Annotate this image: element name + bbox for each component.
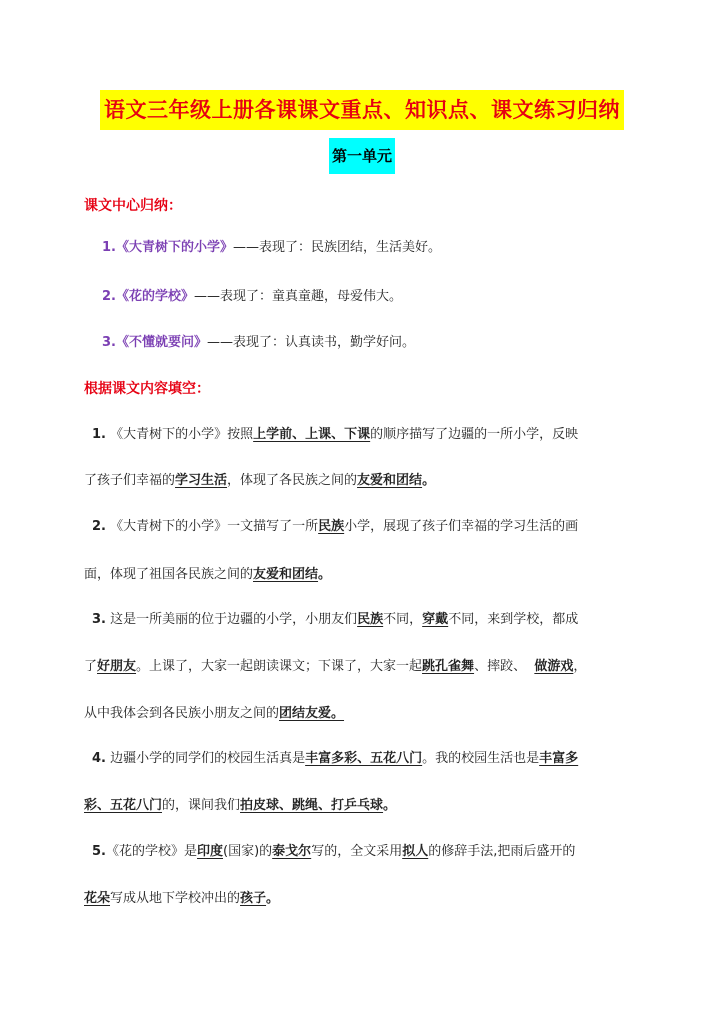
section-heading-fill-blank: 根据课文内容填空：: [84, 381, 210, 397]
document-title: 语文三年级上册各课课文重点、知识点、课文练习归纳: [100, 90, 624, 130]
text: 《大青树下的小学》按照: [110, 427, 254, 442]
answer: 丰富多彩、五花八门: [305, 751, 423, 766]
summary-number: 2.: [102, 289, 116, 304]
text-line: [92, 842, 575, 862]
text: 边疆小学的同学们的校园生活真是: [110, 751, 306, 766]
text: 不同，来到学校，都成: [448, 612, 579, 627]
answer: 泰戈尔: [272, 844, 312, 859]
answer: 跳孔雀舞: [422, 659, 475, 674]
text: 了: [84, 659, 98, 674]
text-line: [92, 425, 578, 445]
answer: 友爱和团结: [357, 473, 423, 488]
text: 小学，展现了孩子们幸福的学习生活的画: [344, 519, 579, 534]
text-line: [84, 471, 435, 491]
answer: 上学前、上课、下课: [253, 427, 371, 442]
text: ，体现了各民族之间的: [227, 473, 358, 488]
text: 写的，全文采用: [311, 844, 403, 859]
text-line: [84, 796, 396, 816]
text-line: [84, 565, 331, 585]
item-number: 5.: [92, 844, 106, 859]
item-number: 2.: [92, 519, 106, 534]
summary-item-3: [102, 333, 415, 353]
text-line: [92, 517, 578, 537]
item-number: 1.: [92, 427, 106, 442]
text: 的修辞手法,把雨后盛开的: [428, 844, 576, 859]
item-number: 3.: [92, 612, 106, 627]
text-line: [92, 749, 578, 769]
answer: 学习生活: [175, 473, 228, 488]
answer: 丰富多: [539, 751, 579, 766]
text: 了孩子们幸福的: [84, 473, 176, 488]
answer: 团结友爱。: [279, 706, 345, 721]
unit-container: [0, 138, 724, 174]
answer: 花朵: [84, 891, 111, 906]
text: 的，课间我们: [162, 798, 241, 813]
text: 。: [318, 567, 332, 582]
text: 写成从地下学校冲出的: [110, 891, 241, 906]
text-line: [84, 704, 344, 724]
summary-item-2: [102, 287, 402, 307]
summary-number: 1.: [102, 240, 116, 255]
answer: 拟人: [402, 844, 429, 859]
answer: 做游戏: [534, 659, 574, 674]
text-line: [84, 657, 586, 677]
summary-book-title: 《不懂就要问》: [115, 335, 207, 350]
answer: 彩、五花八门: [84, 798, 163, 813]
text: 。: [266, 891, 280, 906]
summary-book-title: 《大青树下的小学》: [115, 240, 233, 255]
text-line: [92, 610, 578, 630]
answer: 穿戴: [422, 612, 449, 627]
summary-text: ——表现了：民族团结，生活美好。: [233, 240, 442, 255]
answer: 好朋友: [97, 659, 137, 674]
text: 的顺序描写了边疆的一所小学，反映: [370, 427, 579, 442]
text: ，: [573, 659, 587, 674]
section-heading-summary: 课文中心归纳：: [84, 198, 182, 214]
title-container: [0, 90, 724, 130]
answer: 拍皮球、跳绳、打乒乓球: [240, 798, 384, 813]
answer: 孩子: [240, 891, 267, 906]
text: 这是一所美丽的位于边疆的小学，小朋友们: [110, 612, 358, 627]
summary-number: 3.: [102, 335, 116, 350]
summary-text: ——表现了：认真读书，勤学好问。: [207, 335, 416, 350]
text: 从中我体会到各民族小朋友之间的: [84, 706, 280, 721]
text: 《花的学校》是: [105, 844, 197, 859]
answer: 民族: [318, 519, 345, 534]
text: 《大青树下的小学》一文描写了一所: [110, 519, 319, 534]
unit-title: 第一单元: [329, 138, 395, 174]
text: 。我的校园生活也是: [422, 751, 540, 766]
text-line: [84, 889, 279, 909]
text: 。: [383, 798, 397, 813]
summary-text: ——表现了：童真童趣，母爱伟大。: [194, 289, 403, 304]
text: 。上课了，大家一起朗读课文；下课了，大家一起: [136, 659, 423, 674]
text: 。: [422, 473, 436, 488]
text: 面，体现了祖国各民族之间的: [84, 567, 254, 582]
text: 不同，: [383, 612, 423, 627]
summary-book-title: 《花的学校》: [115, 289, 194, 304]
text: 、摔跤、: [474, 659, 527, 674]
answer: 友爱和团结: [253, 567, 319, 582]
answer: 民族: [357, 612, 384, 627]
summary-item-1: [102, 238, 441, 258]
answer: 印度: [197, 844, 224, 859]
text: (国家)的: [223, 844, 273, 859]
item-number: 4.: [92, 751, 106, 766]
